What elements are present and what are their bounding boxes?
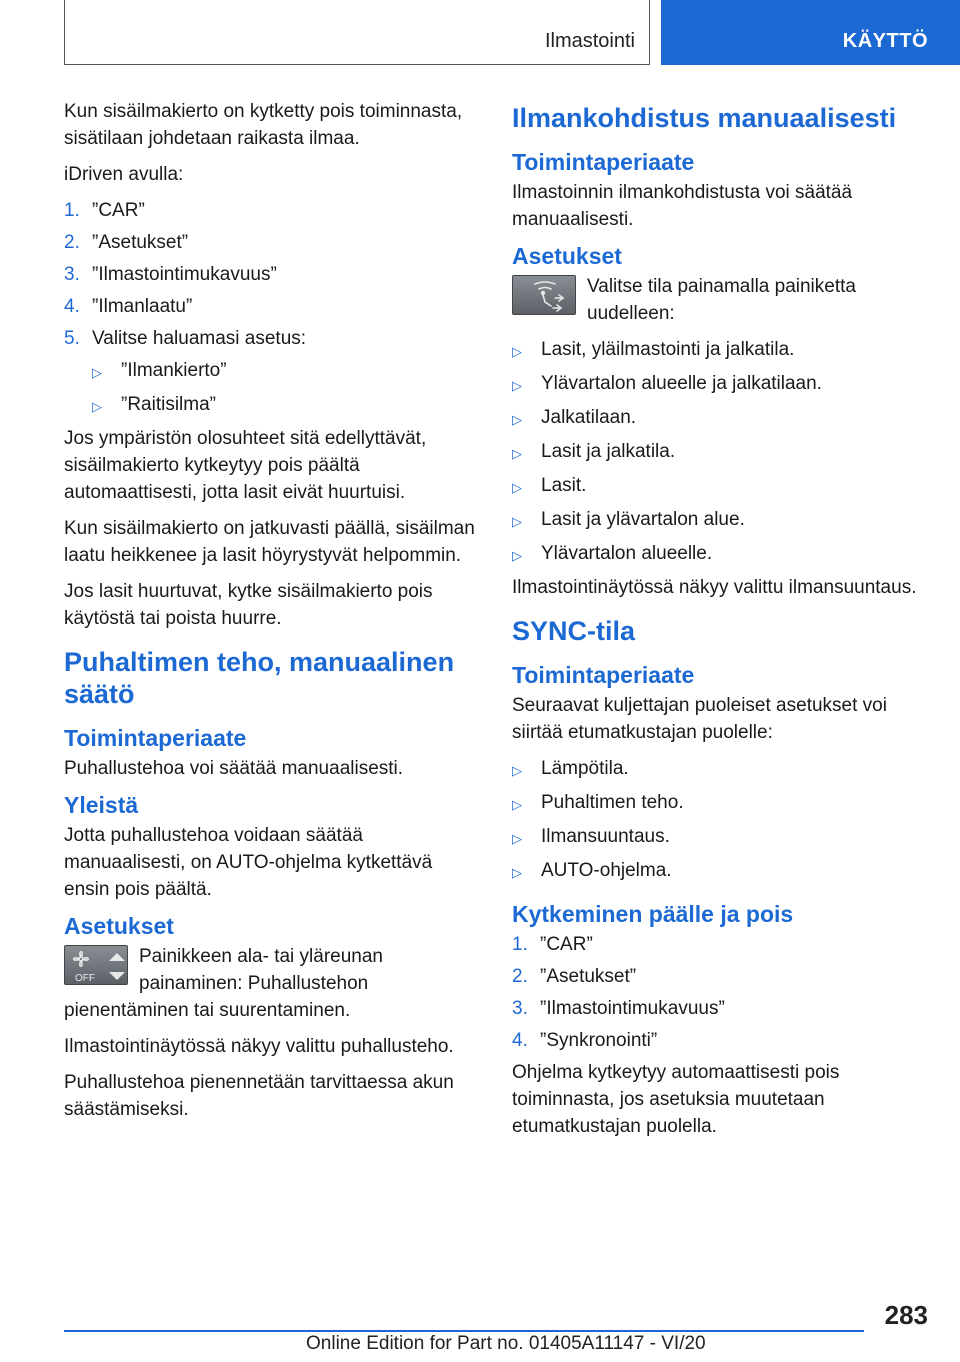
subheading: Asetukset (512, 243, 622, 269)
paragraph: Painikkeen ala- tai yläreunan painaminen: Puhallustehon pienentäminen tai suurentaminen. (64, 946, 383, 1021)
heading-fan-speed: Puhaltimen teho, manuaalinen säätö (64, 647, 455, 709)
list-item: 2. ”Asetukset” (512, 966, 637, 987)
paragraph: Jotta puhallustehoa voidaan säätää manuaalisesti, on AUTO-ohjelma kytkettävä ensin pois päältä. (64, 825, 433, 900)
triangle-bullet-icon: ▷ (512, 378, 522, 393)
subheading: Toimintaperiaate (64, 725, 247, 751)
list-item: 3. ”Ilmastointimukavuus” (64, 264, 277, 285)
step-list (64, 197, 478, 352)
triangle-bullet-icon: ▷ (512, 865, 522, 880)
paragraph: Ilmastoinnin ilmankohdistusta voi säätää manuaalisesti. (512, 182, 853, 230)
section-title: Ilmastointi (544, 30, 635, 52)
subheading: Yleistä (64, 792, 139, 818)
list-item: ▷ Ylävartalon alueelle ja jalkatilaan. (512, 370, 930, 399)
paragraph: Seuraavat kuljettajan puoleiset asetukset voi siirtää etumatkustajan puolelle: (512, 695, 887, 743)
paragraph: Ilmastointinäytössä näkyy valittu ilmansuuntaus. (512, 577, 917, 598)
left-column (64, 98, 478, 1132)
list-item: ▷ Jalkatilaan. (512, 404, 930, 433)
air-distribution-button-description (512, 273, 930, 336)
list-item: 4. ”Ilmanlaatu” (64, 296, 193, 317)
list-item: ▷ ”Ilmankierto” (92, 357, 478, 386)
triangle-bullet-icon: ▷ (512, 763, 522, 778)
page-number: 283 (884, 1300, 928, 1330)
step-list (512, 931, 930, 1054)
paragraph: Puhallustehoa voi säätää manuaalisesti. (64, 758, 404, 779)
air-mode-list (512, 336, 930, 569)
right-column (512, 98, 930, 1149)
triangle-bullet-icon: ▷ (512, 797, 522, 812)
triangle-bullet-icon: ▷ (512, 344, 522, 359)
triangle-bullet-icon: ▷ (512, 548, 522, 563)
triangle-bullet-icon: ▷ (512, 446, 522, 461)
list-item: ▷ Ilmansuuntaus. (512, 823, 930, 852)
paragraph: Puhallustehoa pienennetään tarvittaessa akun säästämiseksi. (64, 1072, 454, 1120)
subheading: Kytkeminen päälle ja pois (512, 901, 794, 927)
list-item: ▷ Ylävartalon alueelle. (512, 540, 930, 569)
list-item: 3. ”Ilmastointimukavuus” (512, 998, 725, 1019)
paragraph: Kun sisäilmakierto on kytketty pois toiminnasta, sisätilaan johdetaan raikasta ilmaa. (64, 101, 463, 149)
list-item: 1. ”CAR” (64, 200, 145, 221)
paragraph: Jos ympäristön olosuhteet sitä edellyttävät, sisäilmakierto kytkeytyy pois päältä automaattisesti, jotta lasit eivät huurtuisi. (64, 428, 427, 503)
header-box (64, 0, 650, 65)
list-item: 1. ”CAR” (512, 934, 593, 955)
paragraph: Jos lasit huurtuvat, kytke sisäilmakierto pois käytöstä tai poista huurre. (64, 581, 433, 629)
list-item: ▷ AUTO-ohjelma. (512, 857, 930, 886)
list-item: ▷ ”Raitisilma” (92, 391, 478, 420)
list-item: ▷ Lasit. (512, 472, 930, 501)
triangle-bullet-icon: ▷ (512, 831, 522, 846)
list-item: 5. Valitse haluamasi asetus: (64, 328, 307, 349)
list-item: ▷ Puhaltimen teho. (512, 789, 930, 818)
heading-air-distribution: Ilmankohdistus manuaalisesti (512, 103, 897, 133)
triangle-bullet-icon: ▷ (92, 399, 102, 414)
sub-option-list (92, 357, 478, 420)
footer-divider (64, 1330, 864, 1332)
heading-sync-mode: SYNC-tila (512, 616, 636, 646)
fan-button-description (64, 943, 478, 1033)
off-label: OFF (75, 973, 95, 984)
fan-speed-button-icon (64, 945, 128, 985)
paragraph: Ilmastointinäytössä näkyy valittu puhallusteho. (64, 1036, 454, 1057)
list-item: ▷ Lasit ja jalkatila. (512, 438, 930, 467)
paragraph: iDriven avulla: (64, 164, 184, 185)
sync-settings-list (512, 755, 930, 886)
list-item: 2. ”Asetukset” (64, 232, 189, 253)
triangle-bullet-icon: ▷ (512, 480, 522, 495)
subheading: Toimintaperiaate (512, 662, 695, 688)
list-item: ▷ Lasit ja ylävartalon alue. (512, 506, 930, 535)
paragraph: Kun sisäilmakierto on jatkuvasti päällä, sisäilman laatu heikkenee ja lasit höyrystyvät helpommin. (64, 518, 475, 566)
list-item: 4. ”Synkronointi” (512, 1030, 658, 1051)
footer-edition: Online Edition for Part no. 01405A11147 - VI/20 (306, 1333, 706, 1354)
air-distribution-button-icon (512, 275, 576, 315)
list-item: ▷ Lasit, yläilmastointi ja jalkatila. (512, 336, 930, 365)
paragraph: Valitse tila painamalla painiketta uudelleen: (587, 276, 856, 324)
triangle-bullet-icon: ▷ (512, 412, 522, 427)
paragraph: Ohjelma kytkeytyy automaattisesti pois toiminnasta, jos asetuksia muutetaan etumatkustajan puolella. (512, 1062, 840, 1137)
list-item: ▷ Lämpötila. (512, 755, 930, 784)
chapter-tab-label: KÄYTTÖ (842, 30, 928, 52)
subheading: Toimintaperiaate (512, 149, 695, 175)
triangle-bullet-icon: ▷ (92, 365, 102, 380)
subheading: Asetukset (64, 913, 174, 939)
triangle-bullet-icon: ▷ (512, 514, 522, 529)
chapter-tab (661, 0, 960, 65)
